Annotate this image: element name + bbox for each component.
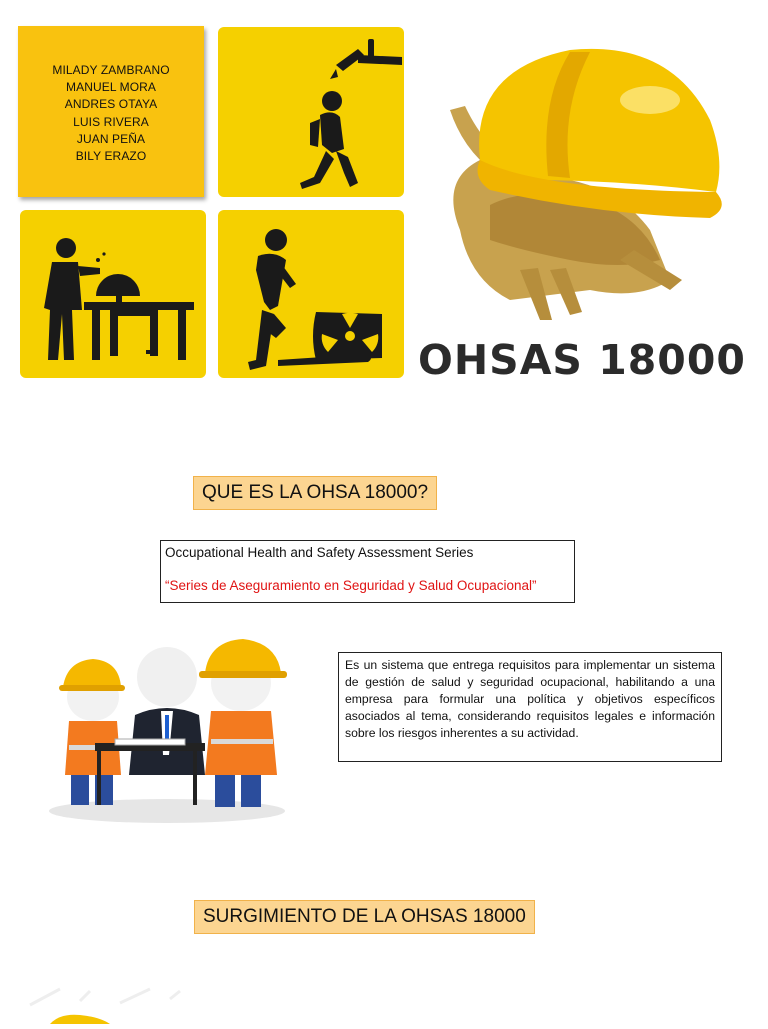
description-text: Es un sistema que entrega requisitos para implementar un sistema de gestión de salud y seguridad ocupacional, habilitando a una empresa para formular una política y objetivos específicos asociados al tema, considerando requisitos legales e información sobre los riesgos inherentes a su actividad. (345, 658, 715, 740)
definition-box (160, 540, 575, 603)
author-name: LUIS RIVERA (73, 114, 149, 129)
author-name: JUAN PEÑA (76, 131, 146, 146)
section-heading-surgimiento: SURGIMIENTO DE LA OHSAS 18000 (194, 900, 535, 934)
helmet-partial-image (20, 985, 200, 1024)
authors-box (18, 26, 204, 197)
workers-meeting-image (45, 635, 290, 825)
author-name: BILY ERAZO (75, 149, 147, 164)
slip-radiation-hazard-icon (218, 210, 404, 378)
section-heading-que-es: QUE ES LA OHSA 18000? (193, 476, 437, 510)
helmet-gloves-image (420, 30, 750, 330)
description-box (338, 652, 722, 762)
author-name: MANUEL MORA (66, 80, 156, 95)
definition-spanish: “Series de Aseguramiento en Seguridad y Salud Ocupacional” (165, 578, 537, 593)
saw-hazard-icon (20, 210, 206, 378)
ohsas-logo-text: OHSAS 18000 (418, 336, 746, 384)
falling-object-hazard-icon (218, 27, 404, 197)
definition-english: Occupational Health and Safety Assessment Series (165, 545, 474, 560)
author-name: ANDRES OTAYA (64, 97, 158, 112)
author-name: MILADY ZAMBRANO (52, 63, 170, 77)
